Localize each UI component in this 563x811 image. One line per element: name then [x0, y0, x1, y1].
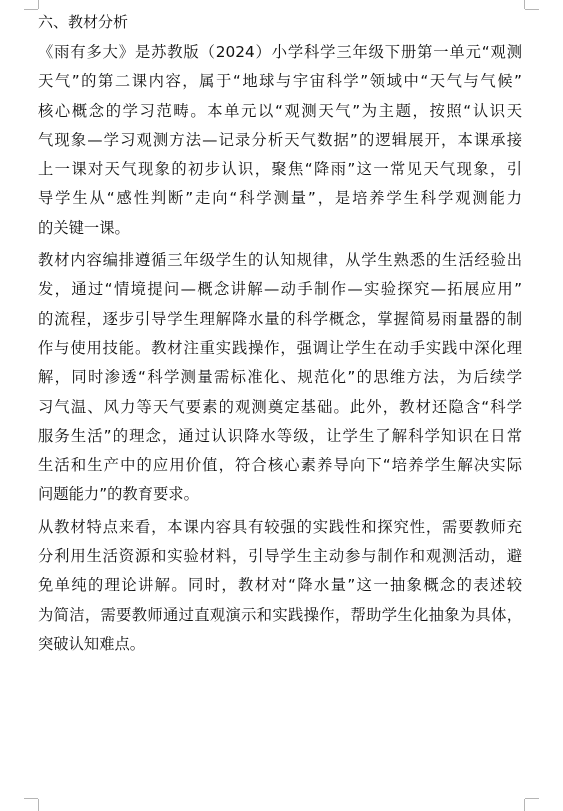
paragraph-line: 的关键一课。: [38, 218, 130, 237]
paragraph-line: 生活和生产中的应用价值，符合核心素养导向下“培养学生解决实际: [38, 456, 522, 475]
paragraph-line: 为简洁，需要教师通过直观演示和实践操作，帮助学生化抽象为具体，: [38, 605, 522, 624]
crop-mark-bottom-left: [24, 799, 39, 811]
paragraph-line: 解，同时渗透“科学测量需标准化、规范化”的思维方法，为后续学: [38, 368, 522, 387]
paragraph-line: 作与使用技能。教材注重实践操作，强调让学生在动手实践中深化理: [38, 338, 522, 357]
crop-mark-bottom-left-horizontal: [24, 798, 38, 799]
paragraph-line: 问题能力”的教育要求。: [38, 485, 199, 504]
paragraph-line: 分利用生活资源和实验材料，引导学生主动参与制作和观测活动，避: [38, 547, 522, 566]
paragraph-line: 上一课对天气现象的初步认识，聚焦“降雨”这一常见天气现象，引: [38, 160, 522, 179]
paragraph-line: 导学生从“感性判断”走向“科学测量”，是培养学生科学观测能力: [38, 189, 522, 208]
paragraph-line: 习气温、风力等天气要素的观测奠定基础。此外，教材还隐含“科学: [38, 397, 522, 416]
document-body: [38, 9, 522, 659]
paragraph-line: 突破认知难点。: [38, 634, 146, 653]
paragraph-line: 教材内容编排遵循三年级学生的认知规律，从学生熟悉的生活经验出: [38, 251, 522, 270]
paragraph-2: [38, 246, 522, 510]
section-heading: 六、教材分析: [38, 13, 129, 31]
paragraph-line: 从教材特点来看，本课内容具有较强的实践性和探究性，需要教师充: [38, 517, 522, 536]
paragraph-line: 核心概念的学习范畴。本单元以“观测天气”为主题，按照“认识天: [38, 101, 522, 120]
crop-mark-bottom-right-horizontal: [525, 798, 539, 799]
crop-mark-bottom-right: [524, 799, 539, 811]
crop-mark-top-right-horizontal: [525, 9, 539, 10]
crop-mark-top-left-horizontal: [24, 9, 38, 10]
paragraph-line: 的流程，逐步引导学生理解降水量的科学概念，掌握简易雨量器的制: [38, 309, 522, 328]
paragraph-line: 气现象—学习观测方法—记录分析天气数据”的逻辑展开，本课承接: [38, 130, 522, 149]
paragraph-line: 免单纯的理论讲解。同时，教材对“降水量”这一抽象概念的表述较: [38, 576, 522, 595]
crop-mark-top-left: [24, 0, 39, 9]
paragraph-1: [38, 38, 522, 243]
paragraph-line: 服务生活”的理念，通过认识降水等级，让学生了解科学知识在日常: [38, 426, 522, 445]
paragraph-line: 《雨有多大》是苏教版（2024）小学科学三年级下册第一单元“观测: [38, 43, 522, 61]
paragraph-3: [38, 513, 522, 659]
paragraph-line: 天气”的第二课内容，属于“地球与宇宙科学”领域中“天气与气候”: [38, 72, 522, 91]
paragraph-line: 发，通过“情境提问—概念讲解—动手制作—实验探究—拓展应用”: [38, 280, 522, 299]
crop-mark-top-right: [524, 0, 539, 9]
